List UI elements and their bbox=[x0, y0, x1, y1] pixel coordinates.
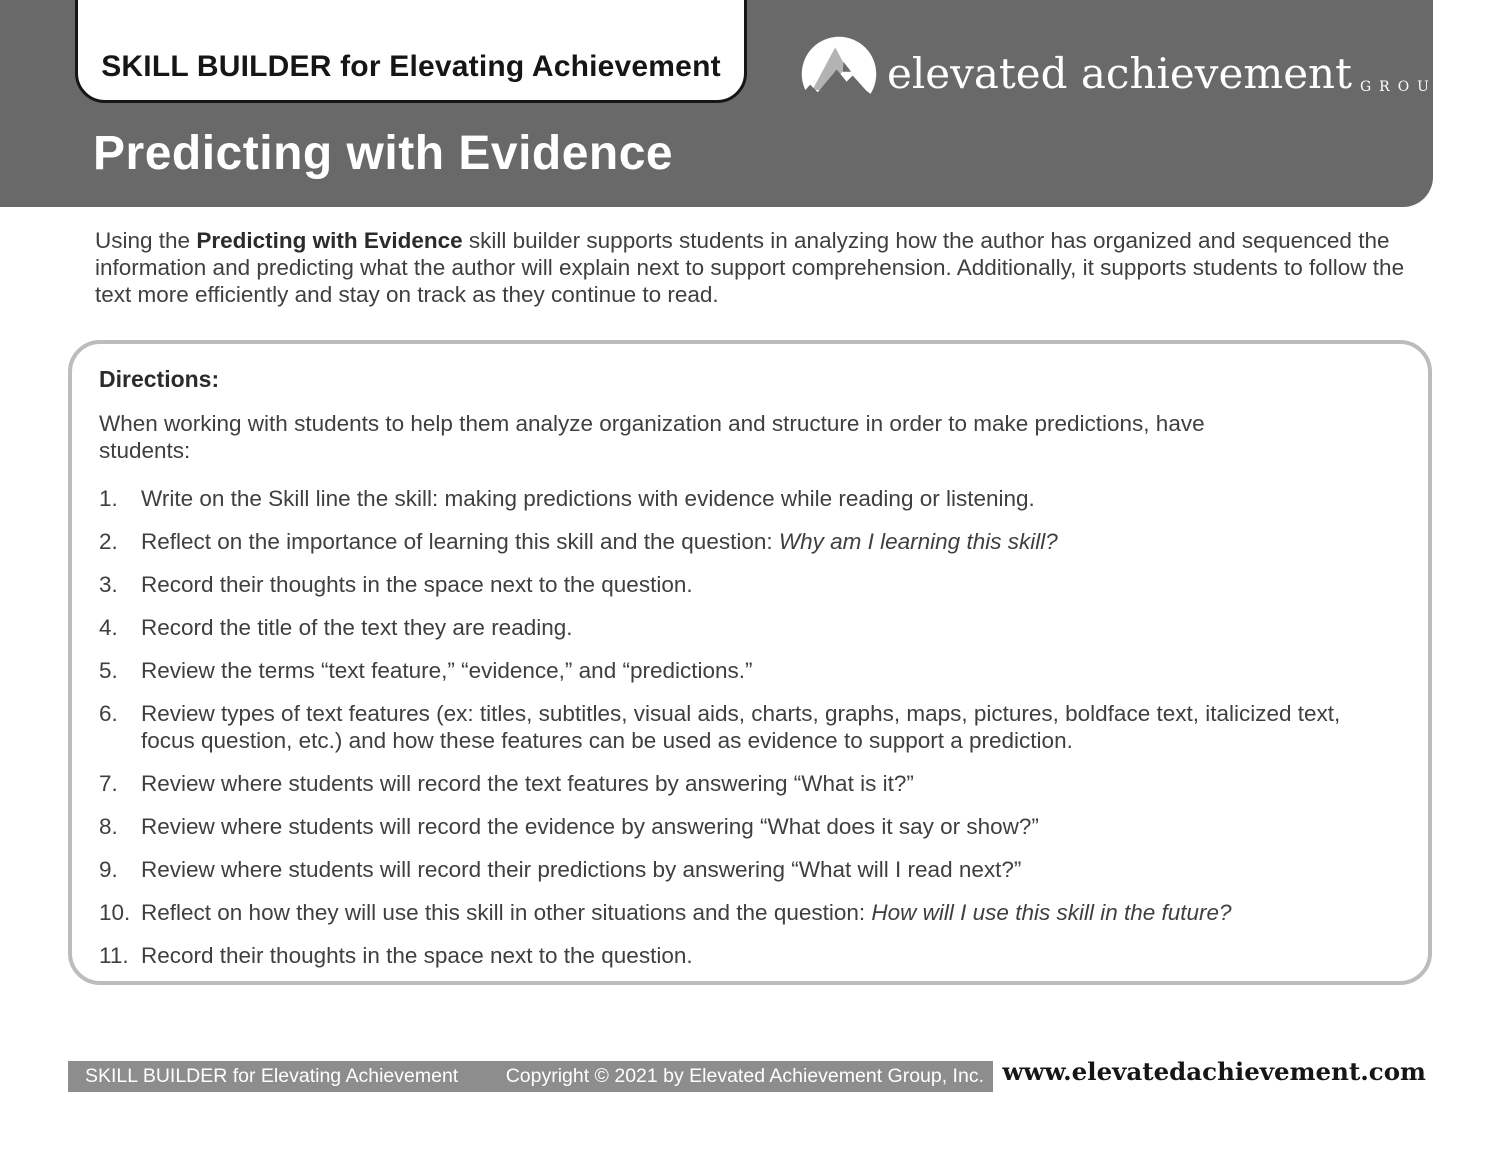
brand-wordmark: elevated achievement bbox=[887, 49, 1352, 98]
intro-paragraph bbox=[95, 227, 1420, 308]
mountain-icon bbox=[801, 36, 877, 112]
item-number: 11. bbox=[99, 943, 129, 968]
skill-builder-tab bbox=[75, 0, 747, 103]
direction-item-7 bbox=[99, 770, 1348, 797]
footer-left-label: SKILL BUILDER for Elevating Achievement bbox=[85, 1065, 459, 1087]
direction-item-5 bbox=[99, 657, 1348, 684]
item-number: 5. bbox=[99, 658, 118, 683]
footer-copyright: Copyright © 2021 by Elevated Achievement Group, Inc. bbox=[505, 1065, 984, 1087]
direction-item-1 bbox=[99, 485, 1348, 512]
footer-bar bbox=[68, 1061, 993, 1092]
item-text bbox=[141, 899, 1341, 926]
item-text bbox=[141, 528, 1341, 555]
direction-item-4 bbox=[99, 614, 1348, 641]
item-number: 7. bbox=[99, 771, 118, 796]
direction-item-3 bbox=[99, 571, 1348, 598]
item-number: 3. bbox=[99, 572, 118, 597]
direction-item-8 bbox=[99, 813, 1348, 840]
item-text: Write on the Skill line the skill: making predictions with evidence while reading or listening. bbox=[141, 486, 1035, 511]
item-text-normal: Reflect on how they will use this skill in other situations and the question: bbox=[141, 900, 872, 925]
direction-item-9 bbox=[99, 856, 1348, 883]
intro-text-rest: skill builder supports students in analyzing how the author has organized and sequenced the information and predicting what the author will explain next to support comprehension. Additionally, it supports students to follow the text more efficiently and stay on track as they continue to read. bbox=[95, 228, 1405, 307]
directions-lead: When working with students to help them analyze organization and structure in order to make predictions, have students: bbox=[99, 411, 1205, 463]
intro-text-bold: Predicting with Evidence bbox=[196, 228, 463, 253]
intro-text-lead: Using the bbox=[95, 228, 197, 253]
directions-heading: Directions: bbox=[99, 366, 220, 392]
item-text: Review where students will record the text features by answering “What is it?” bbox=[141, 771, 914, 796]
direction-item-11 bbox=[99, 942, 1348, 969]
item-number: 4. bbox=[99, 615, 118, 640]
item-text-normal: Reflect on the importance of learning this skill and the question: bbox=[141, 529, 779, 554]
item-number: 1. bbox=[99, 486, 118, 511]
footer-website-url: www.elevatedachievement.com bbox=[1002, 1057, 1426, 1086]
tab-title: SKILL BUILDER for Elevating Achievement bbox=[101, 50, 721, 83]
direction-item-10 bbox=[99, 899, 1348, 926]
direction-item-2 bbox=[99, 528, 1348, 555]
brand-logo bbox=[801, 36, 1454, 112]
item-number: 9. bbox=[99, 857, 118, 882]
item-text: Review where students will record the evidence by answering “What does it say or show?” bbox=[141, 814, 1039, 839]
item-number: 6. bbox=[99, 701, 118, 726]
item-text: Review the terms “text feature,” “evidence,” and “predictions.” bbox=[141, 658, 753, 683]
header-band bbox=[0, 0, 1455, 207]
directions-box bbox=[68, 340, 1432, 985]
item-text: Record their thoughts in the space next to the question. bbox=[141, 943, 693, 968]
direction-item-6 bbox=[99, 700, 1348, 754]
item-text: Review types of text features (ex: titles, subtitles, visual aids, charts, graphs, maps, pictures, boldface text, italicized text, focus question, etc.) and how these features can be used as evidence to support a prediction. bbox=[141, 701, 1341, 753]
brand-group-label: GROUP bbox=[1359, 79, 1455, 95]
item-text-italic: How will I use this skill in the future? bbox=[871, 900, 1232, 925]
item-text: Record their thoughts in the space next to the question. bbox=[141, 572, 693, 597]
item-number: 2. bbox=[99, 529, 118, 554]
item-number: 8. bbox=[99, 814, 118, 839]
item-text: Review where students will record their predictions by answering “What will I read next?” bbox=[141, 857, 1022, 882]
item-text: Record the title of the text they are reading. bbox=[141, 615, 573, 640]
item-text-italic: Why am I learning this skill? bbox=[778, 529, 1058, 554]
item-number: 10. bbox=[99, 900, 131, 925]
page-title: Predicting with Evidence bbox=[93, 127, 674, 180]
